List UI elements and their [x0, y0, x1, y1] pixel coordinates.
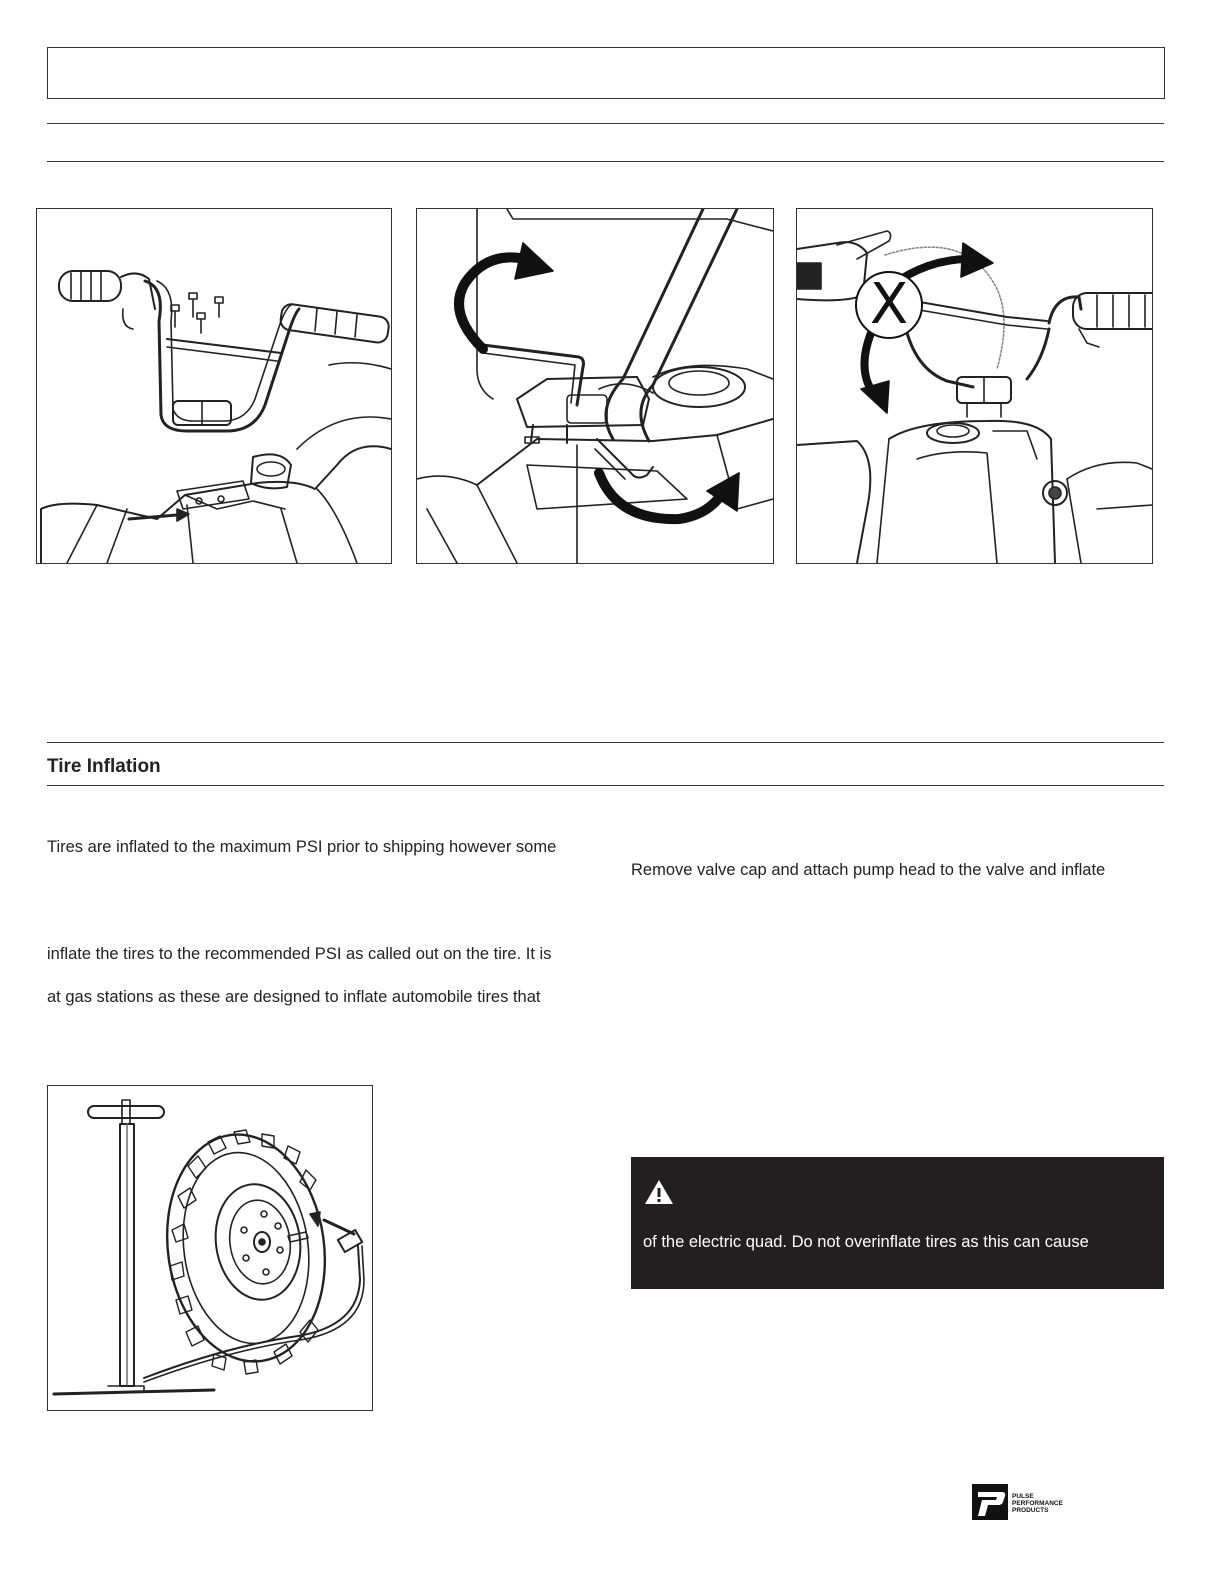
header-rule-top: [47, 123, 1164, 124]
header-box: [47, 47, 1165, 99]
warning-box: [631, 1157, 1164, 1289]
left-text-line-2: inflate the tires to the recommended PSI as called out on the tire. It is: [47, 945, 552, 963]
section-rule-bottom: [47, 785, 1164, 786]
header-rule-bottom: [47, 161, 1164, 162]
figure-handlebar-bolts: [36, 208, 392, 564]
logo-line-2: PERFORMANCE: [1012, 1500, 1063, 1507]
right-text-line-1: Remove valve cap and attach pump head to the valve and inflate: [631, 861, 1106, 879]
fig3-x-mark: X: [869, 272, 909, 337]
warning-text-line: of the electric quad. Do not overinflate tires as this can cause: [643, 1233, 1089, 1251]
brand-logo-mark: [972, 1484, 1008, 1520]
figure-tire-pump: [47, 1085, 373, 1411]
left-text-line-1: Tires are inflated to the maximum PSI prior to shipping however some: [47, 838, 557, 856]
logo-line-3: PRODUCTS: [1012, 1507, 1049, 1514]
figure-handlebar-incorrect: [796, 208, 1153, 564]
figure-hex-key-tightening: [416, 208, 774, 564]
warning-triangle-icon: [643, 1178, 675, 1206]
brand-logo: [972, 1484, 1082, 1524]
logo-line-1: PULSE: [1012, 1493, 1034, 1500]
section-title: Tire Inflation: [47, 756, 161, 777]
section-rule-top: [47, 742, 1164, 743]
left-text-line-3: at gas stations as these are designed to inflate automobile tires that: [47, 988, 541, 1006]
